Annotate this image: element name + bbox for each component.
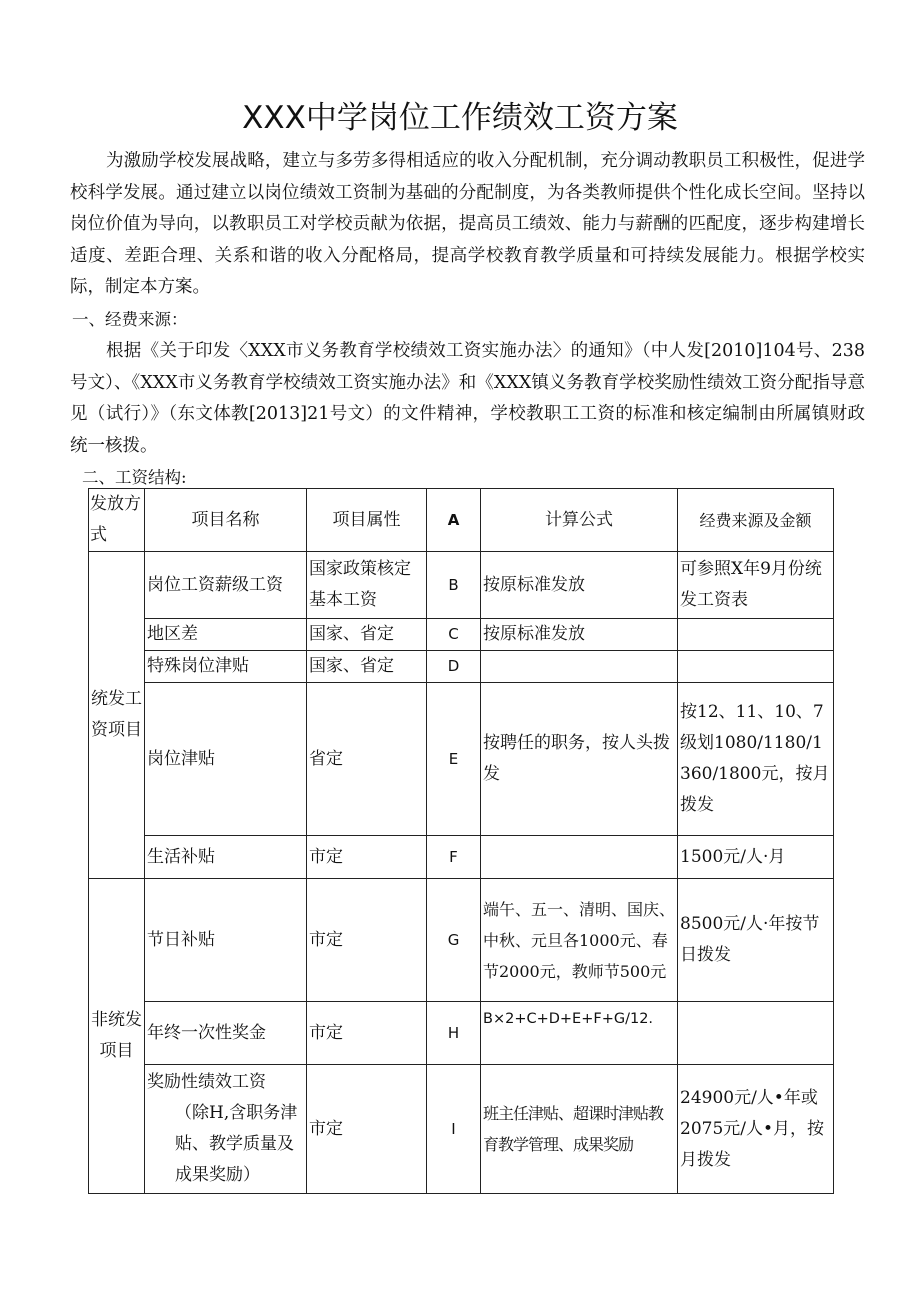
table-row [89, 619, 834, 651]
row-name: 生活补贴 [145, 836, 307, 879]
row-attr: 国家、省定 [307, 651, 427, 683]
row-formula [481, 836, 678, 879]
row-name-cell [145, 1065, 307, 1194]
row-source: 24900元/人•年或2075元/人•月，按月拨发 [678, 1065, 834, 1194]
table-row [89, 1002, 834, 1065]
row-source [678, 651, 834, 683]
row-formula: B×2+C+D+E+F+G/12. [481, 1002, 678, 1065]
row-source: 1500元/人·月 [678, 836, 834, 879]
row-source [678, 1002, 834, 1065]
row-name: 年终一次性奖金 [145, 1002, 307, 1065]
row-source [678, 619, 834, 651]
row-formula: 按原标准发放 [481, 552, 678, 619]
header-code: A [427, 489, 481, 552]
row-source: 8500元/人·年按节日拨发 [678, 879, 834, 1002]
row-name: 节日补贴 [145, 879, 307, 1002]
row-name: 奖励性绩效工资 [147, 1072, 266, 1092]
row-code: E [427, 683, 481, 836]
group-nonunified: 非统发项目 [89, 879, 145, 1194]
row-code: I [427, 1065, 481, 1194]
row-code: F [427, 836, 481, 879]
row-formula: 班主任津贴、超课时津贴教育教学管理、成果奖励 [481, 1065, 678, 1194]
header-method: 发放方式 [89, 489, 145, 552]
section-heading-funding: 一、经费来源： [72, 310, 188, 329]
row-code: G [427, 879, 481, 1002]
row-formula: 端午、五一、清明、国庆、中秋、元旦各1000元、春节2000元，教师节500元 [481, 879, 678, 1002]
row-name: 特殊岗位津贴 [145, 651, 307, 683]
row-attr: 国家政策核定基本工资 [307, 552, 427, 619]
funding-paragraph: 根据《关于印发〈XXX市义务教育学校绩效工资实施办法〉的通知》（中人发[2010]104号、238号文）、《XXX市义务教育学校绩效工资实施办法》和《XXX镇义务教育学校奖励性绩效工资分配指导意见（试行）》（东文体教[2013]21号文）的文件精神，学校教职工工资的标准和核定编制由所属镇财政统一核拨。 [70, 341, 865, 456]
row-attr: 市定 [307, 1065, 427, 1194]
intro-paragraph: 为激励学校发展战略，建立与多劳多得相适应的收入分配机制，充分调动教职员工积极性，促进学校科学发展。通过建立以岗位绩效工资制为基础的分配制度，为各类教师提供个性化成长空间。坚持以岗位价值为导向，以教职员工对学校贡献为依据，提高员工绩效、能力与薪酬的匹配度，逐步构建增长适度、差距合理、关系和谐的收入分配格局，提高学校教育教学质量和可持续发展能力。根据学校实际，制定本方案。 [70, 151, 865, 297]
row-name: 岗位津贴 [145, 683, 307, 836]
group-unified: 统发工资项目 [89, 552, 145, 879]
row-code: H [427, 1002, 481, 1065]
header-formula: 计算公式 [481, 489, 678, 552]
row-name: 岗位工资薪级工资 [145, 552, 307, 619]
table-row [89, 879, 834, 1002]
row-code: C [427, 619, 481, 651]
header-attr: 项目属性 [307, 489, 427, 552]
row-code: D [427, 651, 481, 683]
row-source: 可参照X年9月份统发工资表 [678, 552, 834, 619]
document-title: XXX中学岗位工作绩效工资方案 [242, 100, 678, 136]
section-heading-structure: 二、工资结构: [82, 468, 187, 487]
row-name-note: （除H,含职务津贴、教学质量及成果奖励） [175, 1103, 298, 1185]
table-row [89, 651, 834, 683]
header-source: 经费来源及金额 [678, 489, 834, 552]
header-name: 项目名称 [145, 489, 307, 552]
table-row [89, 552, 834, 619]
row-formula [481, 651, 678, 683]
row-formula: 按聘任的职务，按人头拨发 [481, 683, 678, 836]
row-attr: 市定 [307, 836, 427, 879]
table-row [89, 1065, 834, 1194]
row-name: 地区差 [145, 619, 307, 651]
row-code: B [427, 552, 481, 619]
salary-structure-table [88, 488, 834, 1194]
row-formula: 按原标准发放 [481, 619, 678, 651]
row-attr: 省定 [307, 683, 427, 836]
row-attr: 国家、省定 [307, 619, 427, 651]
table-header-row [89, 489, 834, 552]
row-attr: 市定 [307, 879, 427, 1002]
row-attr: 市定 [307, 1002, 427, 1065]
table-row [89, 836, 834, 879]
row-source: 按12、11、10、7级划1080/1180/1360/1800元，按月拨发 [678, 683, 834, 836]
table-row [89, 683, 834, 836]
